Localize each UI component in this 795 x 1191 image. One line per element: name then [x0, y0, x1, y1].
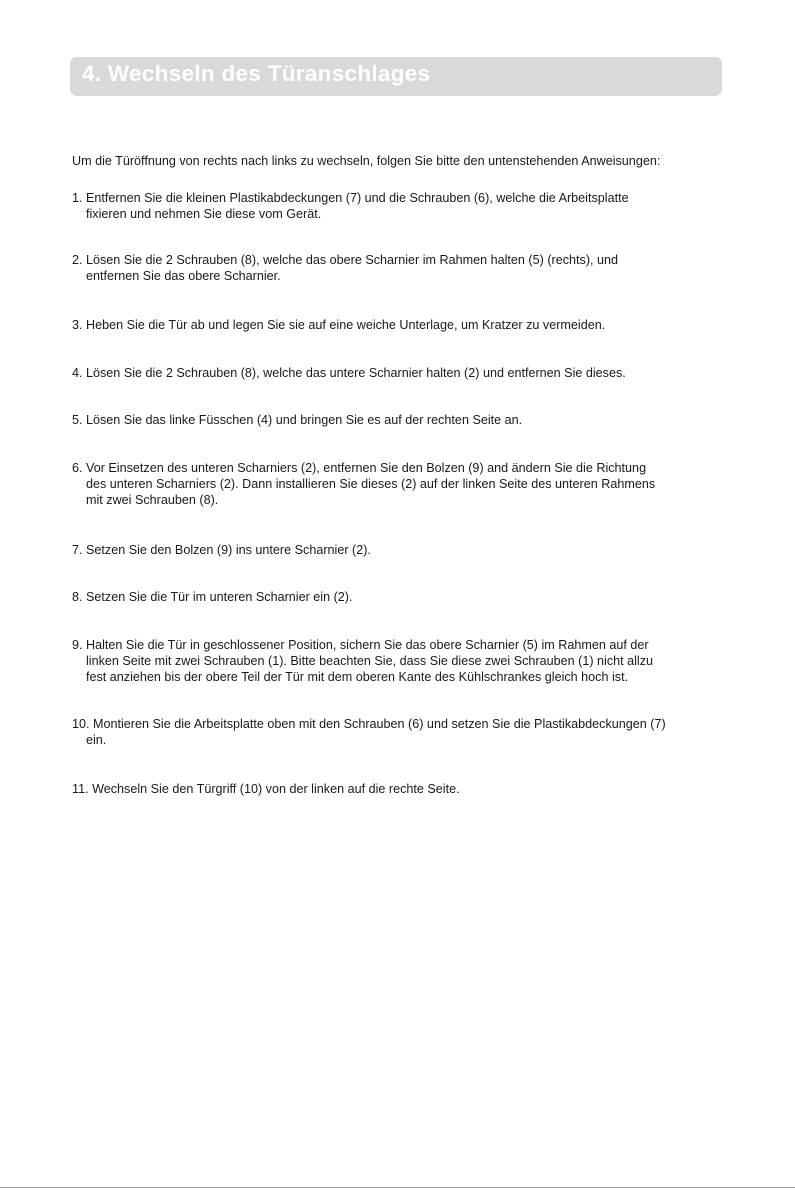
step-3: [72, 317, 605, 333]
step-6-line-1: 6. Vor Einsetzen des unteren Scharniers (2), entfernen Sie den Bolzen (9) and ändern Sie die Richtung: [72, 461, 647, 475]
step-10-line-1: 10. Montieren Sie die Arbeitsplatte oben mit den Schrauben (6) und setzen Sie die Plastikabdeckungen (7): [72, 717, 666, 731]
step-8: [72, 589, 352, 605]
step-9-line-3: fest anziehen bis der obere Teil der Tür mit dem oberen Kante des Kühlschrankes gleich hoch ist.: [86, 670, 629, 684]
step-2-line-1: 2. Lösen Sie die 2 Schrauben (8), welche das obere Scharnier im Rahmen halten (5) (rechts), und: [72, 253, 619, 267]
step-4: [72, 365, 626, 381]
intro-text: Um die Türöffnung von rechts nach links zu wechseln, folgen Sie bitte den untenstehenden Anweisungen:: [72, 154, 661, 168]
step-1: [72, 190, 629, 222]
step-5-line-1: 5. Lösen Sie das linke Füsschen (4) und bringen Sie es auf der rechten Seite an.: [72, 413, 523, 427]
step-3-line-1: 3. Heben Sie die Tür ab und legen Sie sie auf eine weiche Unterlage, um Kratzer zu vermeiden.: [72, 318, 606, 332]
step-11: [72, 781, 460, 797]
step-9-line-1: 9. Halten Sie die Tür in geschlossener Position, sichern Sie das obere Scharnier (5) im Rahmen auf der: [72, 638, 649, 652]
page-bottom-rule: [0, 1187, 795, 1188]
step-6: [72, 460, 655, 508]
step-7-line-1: 7. Setzen Sie den Bolzen (9) ins untere Scharnier (2).: [72, 543, 371, 557]
step-7: [72, 542, 371, 558]
step-6-line-2: des unteren Scharniers (2). Dann installieren Sie dieses (2) auf der linken Seite des unteren Rahmens: [86, 477, 656, 491]
step-2-line-2: entfernen Sie das obere Scharnier.: [86, 269, 281, 283]
step-9: [72, 637, 653, 685]
step-9-line-2: linken Seite mit zwei Schrauben (1). Bitte beachten Sie, dass Sie diese zwei Schrauben (1) nicht allzu: [86, 654, 654, 668]
step-8-line-1: 8. Setzen Sie die Tür im unteren Scharnier ein (2).: [72, 590, 353, 604]
step-1-line-1: 1. Entfernen Sie die kleinen Plastikabdeckungen (7) und die Schrauben (6), welche die Arbeitsplatte: [72, 191, 629, 205]
section-header-bar: [70, 57, 722, 96]
step-2: [72, 252, 618, 284]
step-10-line-2: ein.: [86, 733, 107, 747]
step-11-line-1: 11. Wechseln Sie den Türgriff (10) von der linken auf die rechte Seite.: [72, 782, 460, 796]
step-10: [72, 716, 666, 748]
step-1-line-2: fixieren und nehmen Sie diese vom Gerät.: [86, 207, 322, 221]
step-6-line-3: mit zwei Schrauben (8).: [86, 493, 219, 507]
step-5: [72, 412, 522, 428]
section-title: 4. Wechseln des Türanschlages: [82, 61, 431, 86]
step-4-line-1: 4. Lösen Sie die 2 Schrauben (8), welche das untere Scharnier halten (2) und entfernen Sie dieses.: [72, 366, 626, 380]
